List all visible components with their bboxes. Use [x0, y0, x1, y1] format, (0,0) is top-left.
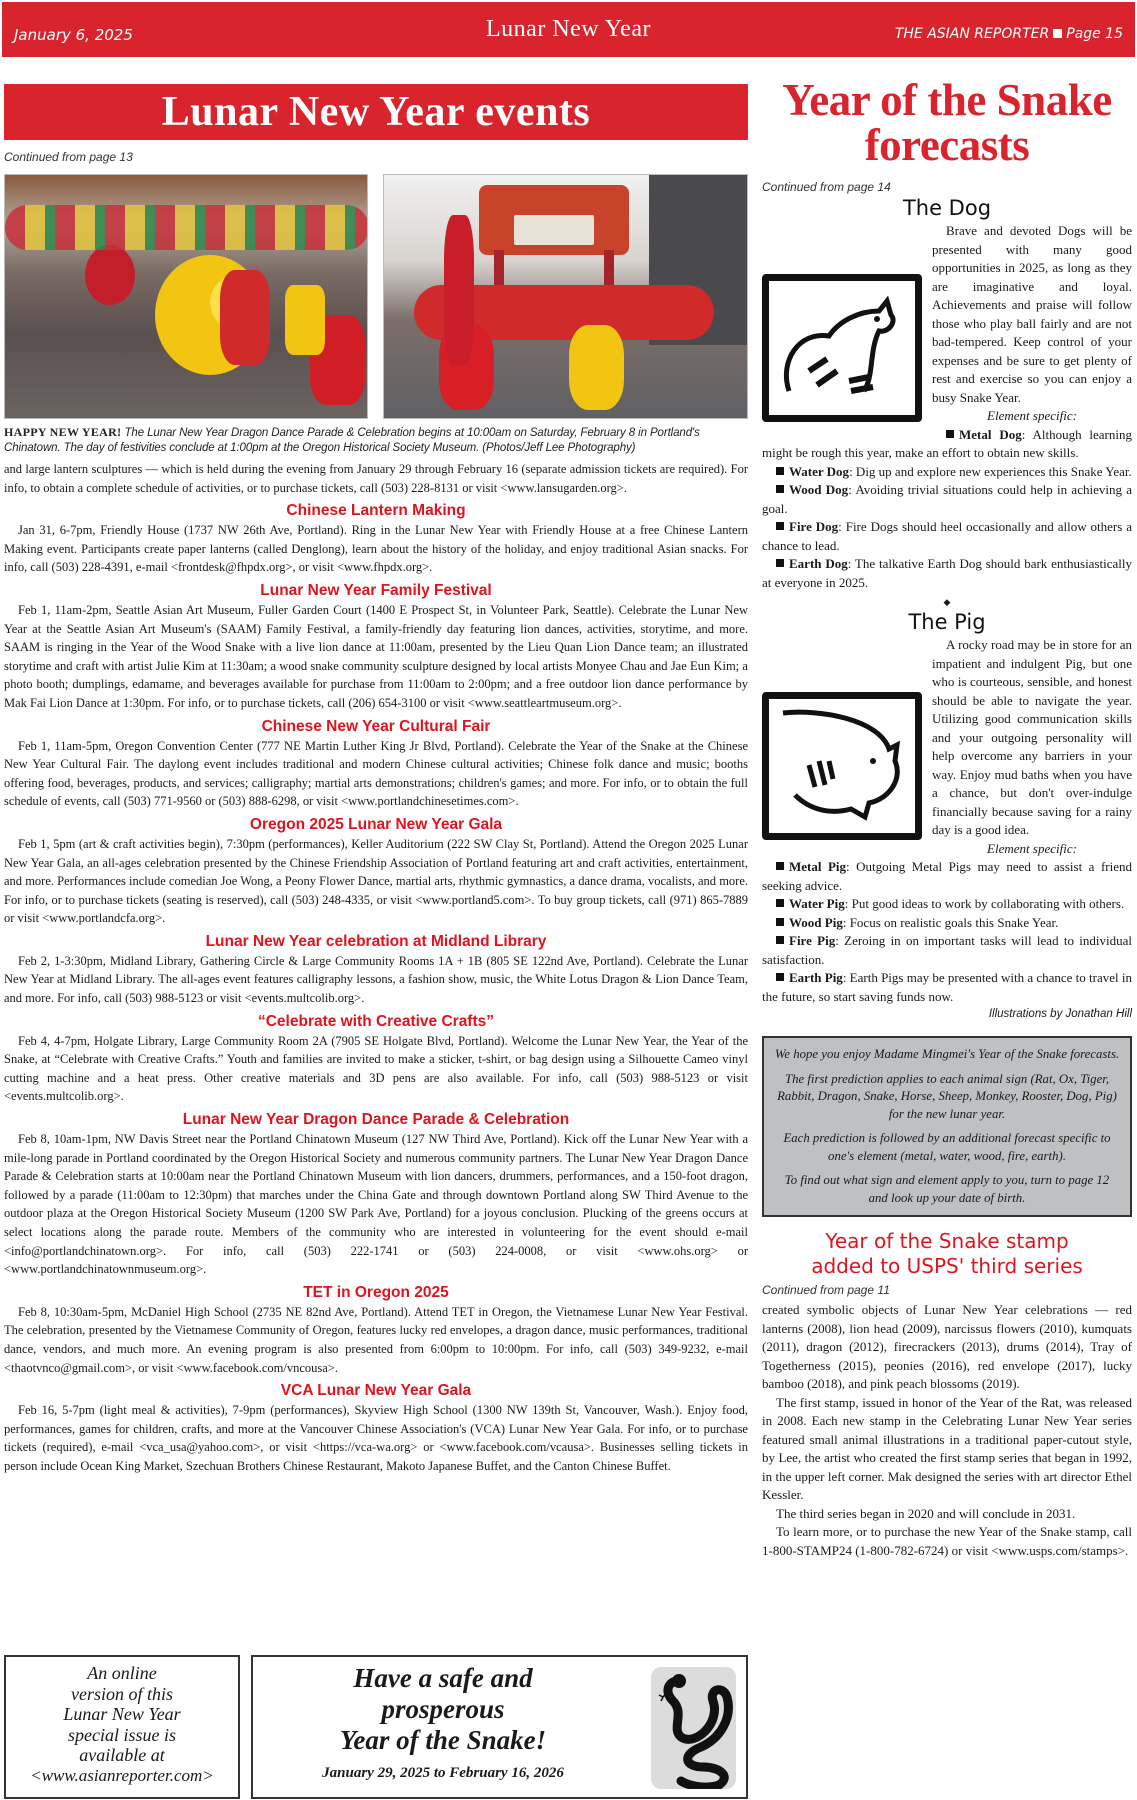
square-bullet-icon [776, 522, 784, 530]
event-title: Lunar New Year celebration at Midland Library [205, 932, 547, 950]
stamp-heading-line: Year of the Snake stamp [825, 1229, 1069, 1253]
event-title: TET in Oregon 2025 [303, 1283, 449, 1301]
online-line: available at [79, 1745, 165, 1765]
element-text: : Avoiding trivial situations could help in achieving a goal. [762, 482, 1132, 516]
square-bullet-icon [776, 973, 784, 981]
element-text: : Put good ideas to work by collaborating with others. [844, 896, 1125, 911]
event-title: Lunar New Year Dragon Dance Parade & Celebration [182, 1111, 570, 1129]
illustration-credit: Illustrations by Jonathan Hill [988, 1008, 1132, 1020]
dog-section [762, 196, 1132, 592]
separator-diamond-icon: ◆ [943, 598, 951, 608]
caption-text: The Lunar New Year Dragon Dance Parade & Celebration begins at 10:00am on Saturday, February 8 in Portland's Chinatown. The day of festivities conclude at 1:00pm at the Oregon Historical Society Museum. (Photos/Jeff Lee Photography) [4, 427, 700, 454]
square-bullet-icon [1053, 29, 1062, 38]
page-number: Page 15 [1066, 26, 1123, 42]
greeting-ad [251, 1655, 748, 1799]
pig-element [762, 914, 1132, 933]
pig-heading: The Pig [908, 610, 986, 634]
event-text: Feb 1, 11am-5pm, Oregon Convention Center (777 NE Martin Luther King Jr Blvd, Portland). Celebrate the Year of the Snake at the Chinese New Year Cultural Fair. The daylong event includes traditional and modern Chinese cultural activities; Chinese folk dance and music; booths offering food, beverages, products, and services; calligraphy; martial arts demonstrations; children's games; and more. For info, or to obtain the full schedule of events, call (503) 771-9560 or (503) 888-6298, or visit <www.portlandchinesetimes.com>. [4, 738, 748, 809]
photo-row [4, 174, 748, 419]
info-paragraph: To find out what sign and element apply to you, turn to page 12 and look up your date of birth. [784, 1173, 1110, 1205]
greeting-line: prosperous [381, 1694, 505, 1724]
events-body [4, 460, 748, 1476]
stamp-paragraph: The third series began in 2020 and will conclude in 2031. [776, 1505, 1076, 1521]
dog-element [762, 463, 1132, 482]
stamp-heading-line: added to USPS' third series [811, 1254, 1083, 1278]
dog-element [762, 518, 1132, 555]
online-line: An online [87, 1663, 157, 1683]
photo-lion-dance [4, 174, 368, 419]
element-text: : Fire Dogs should heel occasionally and allow others a chance to lead. [762, 519, 1132, 553]
online-line: version of this [71, 1683, 173, 1704]
dog-heading: The Dog [902, 196, 992, 220]
element-label: Element specific: [987, 840, 1077, 856]
issue-date: January 6, 2025 [14, 26, 133, 44]
square-bullet-icon [776, 862, 784, 870]
square-bullet-icon [776, 918, 784, 926]
events-banner: Lunar New Year events [4, 84, 748, 140]
element-text: : Outgoing Metal Pigs may need to assist a friend seeking advice. [762, 859, 1132, 893]
stamp-body [762, 1301, 1132, 1560]
continued-note: Continued from page 14 [762, 180, 891, 194]
event-title: Oregon 2025 Lunar New Year Gala [249, 815, 503, 833]
pig-element [762, 969, 1132, 1006]
element-text: : Dig up and explore new experiences this Snake Year. [849, 463, 1132, 479]
online-edition-box [4, 1655, 240, 1799]
event-text: Feb 1, 11am-2pm, Seattle Asian Art Museum, Fuller Garden Court (1400 E Prospect St, in Volunteer Park, Seattle). Celebrate the Lunar New Year at the Seattle Asian Art Museum's (SAAM) Family Festival, a family-friendly day featuring lion dances, activities, storytime, and more. SAAM is ringing in the Year of the Wood Snake with a live lion dance at 11:00am, presented by the Lieu Quan Lion Dance team; an illustrated storytime and craft with artist Julie Kim at 11:30am; a wood snake community sculpture designed by local artists Monyee Chau and Jae Eun Kim; a photo booth; dumplings, edamame, and beverages available for purchase from 11:00am to 2:00pm; and a free outdoor lion dance performance by Mak Fai Lion Dance at 1:30pm. For info, or to purchase tickets, call (206) 654-3100 or visit <www.seattleartmuseum.org>. [4, 602, 748, 710]
online-line: special issue is [68, 1724, 176, 1745]
publication-page [895, 26, 1123, 42]
element-name: Wood Pig [789, 914, 843, 930]
event-text: Feb 1, 5pm (art & craft activities begin), 7:30pm (performances), Keller Auditorium (222 SW Clay St, Portland). Attend the Oregon 2025 Lunar New Year Gala, an all-ages celebration presented by the Chinese Friendship Association of Portland featuring art and craft activities, entertainment, and more. Performances include comedian Joe Wong, a Peony Flower Dance, martial arts, rhythmic gymnastics, a dance drama, vocalists, and more. For info, or to purchase tickets (seating is reserved), call (503) 248-4335, or visit <www.portland5.com>. To buy group tickets, call (971) 865-7889 or visit <www.portlandcfa.org>. [4, 836, 748, 926]
square-bullet-icon [776, 936, 784, 944]
events-intro: and large lantern sculptures — which is held during the evening from January 29 through February 16 (separate admission tickets are required). For info, to obtain a complete schedule of activities, or to purchase tickets, call (503) 228-8131 or visit <www.lansugarden.org>. [4, 462, 748, 495]
element-text: : Although learning might be rough this year, make an effort to obtain new skills. [762, 426, 1132, 460]
element-text: : Earth Pigs may be presented with a chance to travel in the future, so start saving funds now. [762, 970, 1132, 1004]
event-title: Chinese New Year Cultural Fair [261, 717, 491, 735]
section-title: Lunar New Year [486, 16, 651, 42]
event-text: Feb 4, 4-7pm, Holgate Library, Large Community Room 2A (7905 SE Holgate Blvd, Portland). Welcome the Lunar New Year, the Year of the Snake, at “Celebrate with Creative Crafts.” Youth and families are invited to make a sticker, t-shirt, or bag design using a Silhouette Cameo vinyl cutting machine and a heat press. Other creative materials and 3D pens are also available. For info, call (503) 988-5123 or visit <events.multcolib.org>. [4, 1033, 748, 1104]
dog-intro: Brave and devoted Dogs will be presented with many good opportunities in 2025, as long as they are imaginative and loyal. Achievements and praise will follow those who play ball fairly and are not bad-tempered. Keep control of your expenses and be sure to get plenty of rest and exercise so you can enjoy a busy Snake Year. [932, 223, 1132, 405]
square-bullet-icon [946, 430, 954, 438]
element-text: : Zeroing in on important tasks will lead to individual satisfaction. [762, 933, 1132, 967]
event-title: VCA Lunar New Year Gala [280, 1382, 472, 1400]
element-name: Fire Dog [789, 519, 839, 534]
pig-illustration-icon [762, 692, 922, 840]
pig-element [762, 895, 1132, 914]
info-paragraph: The first prediction applies to each animal sign (Rat, Ox, Tiger, Rabbit, Dragon, Snake, Horse, Sheep, Monkey, Rooster, Dog, Pig) for the new lunar year. [777, 1071, 1117, 1121]
greeting-dates: January 29, 2025 to February 16, 2026 [322, 1765, 564, 1781]
square-bullet-icon [776, 467, 784, 475]
square-bullet-icon [776, 485, 784, 493]
snake-icon [651, 1667, 736, 1789]
greeting-line: Year of the Snake! [339, 1725, 547, 1755]
stamp-paragraph: created symbolic objects of Lunar New Year celebrations — red lanterns (2008), lion head (2009), narcissus flowers (2010), kumquats (2011), dragon (2012), firecrackers (2013), drums (2014), Tray of Togetherness (2015), peonies (2016), red envelope (2017), lucky bamboo (2018), and pink peach blossoms (2019). [762, 1302, 1132, 1391]
info-paragraph: Each prediction is followed by an additional forecast specific to one's element (metal, water, wood, fire, earth). [783, 1131, 1111, 1163]
element-name: Water Dog [789, 463, 850, 479]
element-text: : Focus on realistic goals this Snake Year. [842, 914, 1059, 930]
event-text: Feb 8, 10am-1pm, NW Davis Street near the Portland Chinatown Museum (127 NW Third Ave, Portland). Kick off the Lunar New Year with a mile-long parade in Portland coordinated by the Oregon Historical Society and numerous community partners. The Lunar New Year Dragon Dance Parade & Celebration starts at 10:00am near the Portland Chinatown Museum with lion dancers, drummers, performances, and a 150-foot dragon, followed by a parade (11:00am to 12:30pm) that marches under the China Gate and through downtown Portland along SW Third Avenue to the outdoor plaza at the Oregon Historical Society Museum (1200 SW Park Ave, Portland) for a joyous conclusion. Plucking of the greens occurs at select locations along the parade route. Members of the community who are interested in volunteering for the event should e-mail <info@portlandchinatown.org>. For info, call (503) 222-1741 or (503) 224-0008, or visit <www.ohs.org> or <www.portlandchinatownmuseum.org>. [4, 1132, 748, 1277]
event-text: Feb 8, 10:30am-5pm, McDaniel High School (2735 NE 82nd Ave, Portland). Attend TET in Oregon, the Vietnamese Lunar New Year Festival. The celebration, presented by the Vietnamese Community of Oregon, features lucky red envelopes, a dragon dance, music performances, traditional dance, vendors, and much more. An evening program is also presented from 6:00pm to 10:00pm. For info, call (503) 349-9232, e-mail <thaotvnco@gmail.com>, or visit <www.facebook.com/vncousa>. [4, 1304, 748, 1375]
element-name: Earth Pig [789, 970, 843, 985]
forecasts-title-line: Year of the Snake [782, 75, 1112, 125]
event-text: Feb 2, 1-3:30pm, Midland Library, Gathering Circle & Large Community Rooms 1A + 1B (805 SE 122nd Ave, Portland). Celebrate the Lunar New Year at Midland Library. The all-ages event features calligraphy lessons, a fashion show, music, the White Lotus Dragon & Lion Dance Team, and more. For info, call (503) 988-5123 or visit <events.multcolib.org>. [4, 953, 748, 1006]
continued-note: Continued from page 13 [4, 150, 133, 164]
pig-element [762, 932, 1132, 969]
dog-element [762, 426, 1132, 463]
forecasts-article [762, 75, 1132, 1560]
online-url[interactable]: <www.asianreporter.com> [30, 1765, 214, 1785]
element-name: Metal Pig [789, 859, 847, 874]
publication-name: THE ASIAN REPORTER [894, 26, 1050, 42]
square-bullet-icon [776, 899, 784, 907]
square-bullet-icon [776, 559, 784, 567]
forecast-info-box [762, 1036, 1132, 1217]
event-title: Lunar New Year Family Festival [260, 581, 492, 599]
event-text: Feb 16, 5-7pm (light meal & activities), 7-9pm (performances), Skyview High School (1300 NW 139th St, Vancouver, Wash.). Enjoy food, performances, games for children, crafts, and more at the Vancouver Chinese Association's (VCA) Lunar New Year Gala. For info, or to purchase tickets (required), e-mail <vca_usa@yahoo.com>, or visit <https://vca-wa.org> or <www.facebook.com/vcausa>. Businesses selling tickets in person include Ocean King Market, Szechuan Brothers Chinese Restaurant, Makoto Japanese Buffet, and the Canton Chinese Buffet. [4, 1403, 748, 1473]
events-article [4, 84, 748, 1476]
greeting-line: Have a safe and [353, 1663, 533, 1693]
stamp-heading [762, 1229, 1132, 1279]
event-title: “Celebrate with Creative Crafts” [257, 1012, 495, 1030]
greeting-message [263, 1663, 623, 1756]
continued-note: Continued from page 11 [762, 1283, 890, 1297]
pig-section [762, 610, 1132, 1006]
page-header-bar [2, 2, 1135, 57]
event-text: Jan 31, 6-7pm, Friendly House (1737 NW 26th Ave, Portland). Ring in the Lunar New Year with Friendly House at a free Chinese Lantern Making event. Participants create paper lanterns (called Denglong), learn about the history of the holiday, and enjoy traditional Asian snacks. For info, call (503) 228-4391, e-mail <frontdesk@fhpdx.org>, or visit <www.fhpdx.org>. [4, 523, 748, 575]
element-name: Water Pig [789, 896, 845, 911]
forecasts-title-line: forecasts [864, 120, 1030, 170]
photo-chinatown-gate [383, 174, 748, 419]
dog-illustration-icon [762, 274, 922, 422]
caption-lead: HAPPY NEW YEAR! [4, 425, 122, 439]
element-label: Element specific: [987, 408, 1077, 423]
dog-element [762, 555, 1132, 592]
element-name: Metal Dog [959, 426, 1022, 442]
info-paragraph: We hope you enjoy Madame Mingmei's Year of the Snake forecasts. [774, 1047, 1120, 1061]
element-text: : The talkative Earth Dog should bark enthusiastically at everyone in 2025. [762, 556, 1132, 590]
stamp-paragraph: The first stamp, issued in honor of the Year of the Rat, was released in 2008. Each new stamp in the Celebrating Lunar New Year series featured small animal illustrations in a traditional paper-cutout style, by Lee, the artist who created the first stamp series that began in 1992, in the upper left corner. Mak designed the series with art director Ethel Kessler. [762, 1394, 1132, 1502]
pig-element [762, 858, 1132, 895]
element-name: Fire Pig [789, 933, 836, 948]
stamp-paragraph: To learn more, or to purchase the new Year of the Snake stamp, call 1-800-STAMP24 (1-800-782-6724) or visit <www.usps.com/stamps>. [762, 1524, 1132, 1558]
element-name: Earth Dog [789, 556, 848, 571]
pig-intro: A rocky road may be in store for an impatient and indulgent Pig, but one who is courteous, sensible, and honest should be able to navigate the year. Utilizing good communication skills and your outgoing personality will help overcome any barriers in your way. Enjoy mud baths when you have a chance, but don't over-indulge financially because saving for a rainy day is a good idea. [932, 637, 1132, 837]
online-line: Lunar New Year [63, 1704, 181, 1724]
forecasts-title [762, 75, 1132, 170]
dog-element [762, 481, 1132, 518]
event-title: Chinese Lantern Making [286, 502, 466, 520]
element-name: Wood Dog [789, 482, 849, 497]
photo-caption [4, 425, 748, 456]
